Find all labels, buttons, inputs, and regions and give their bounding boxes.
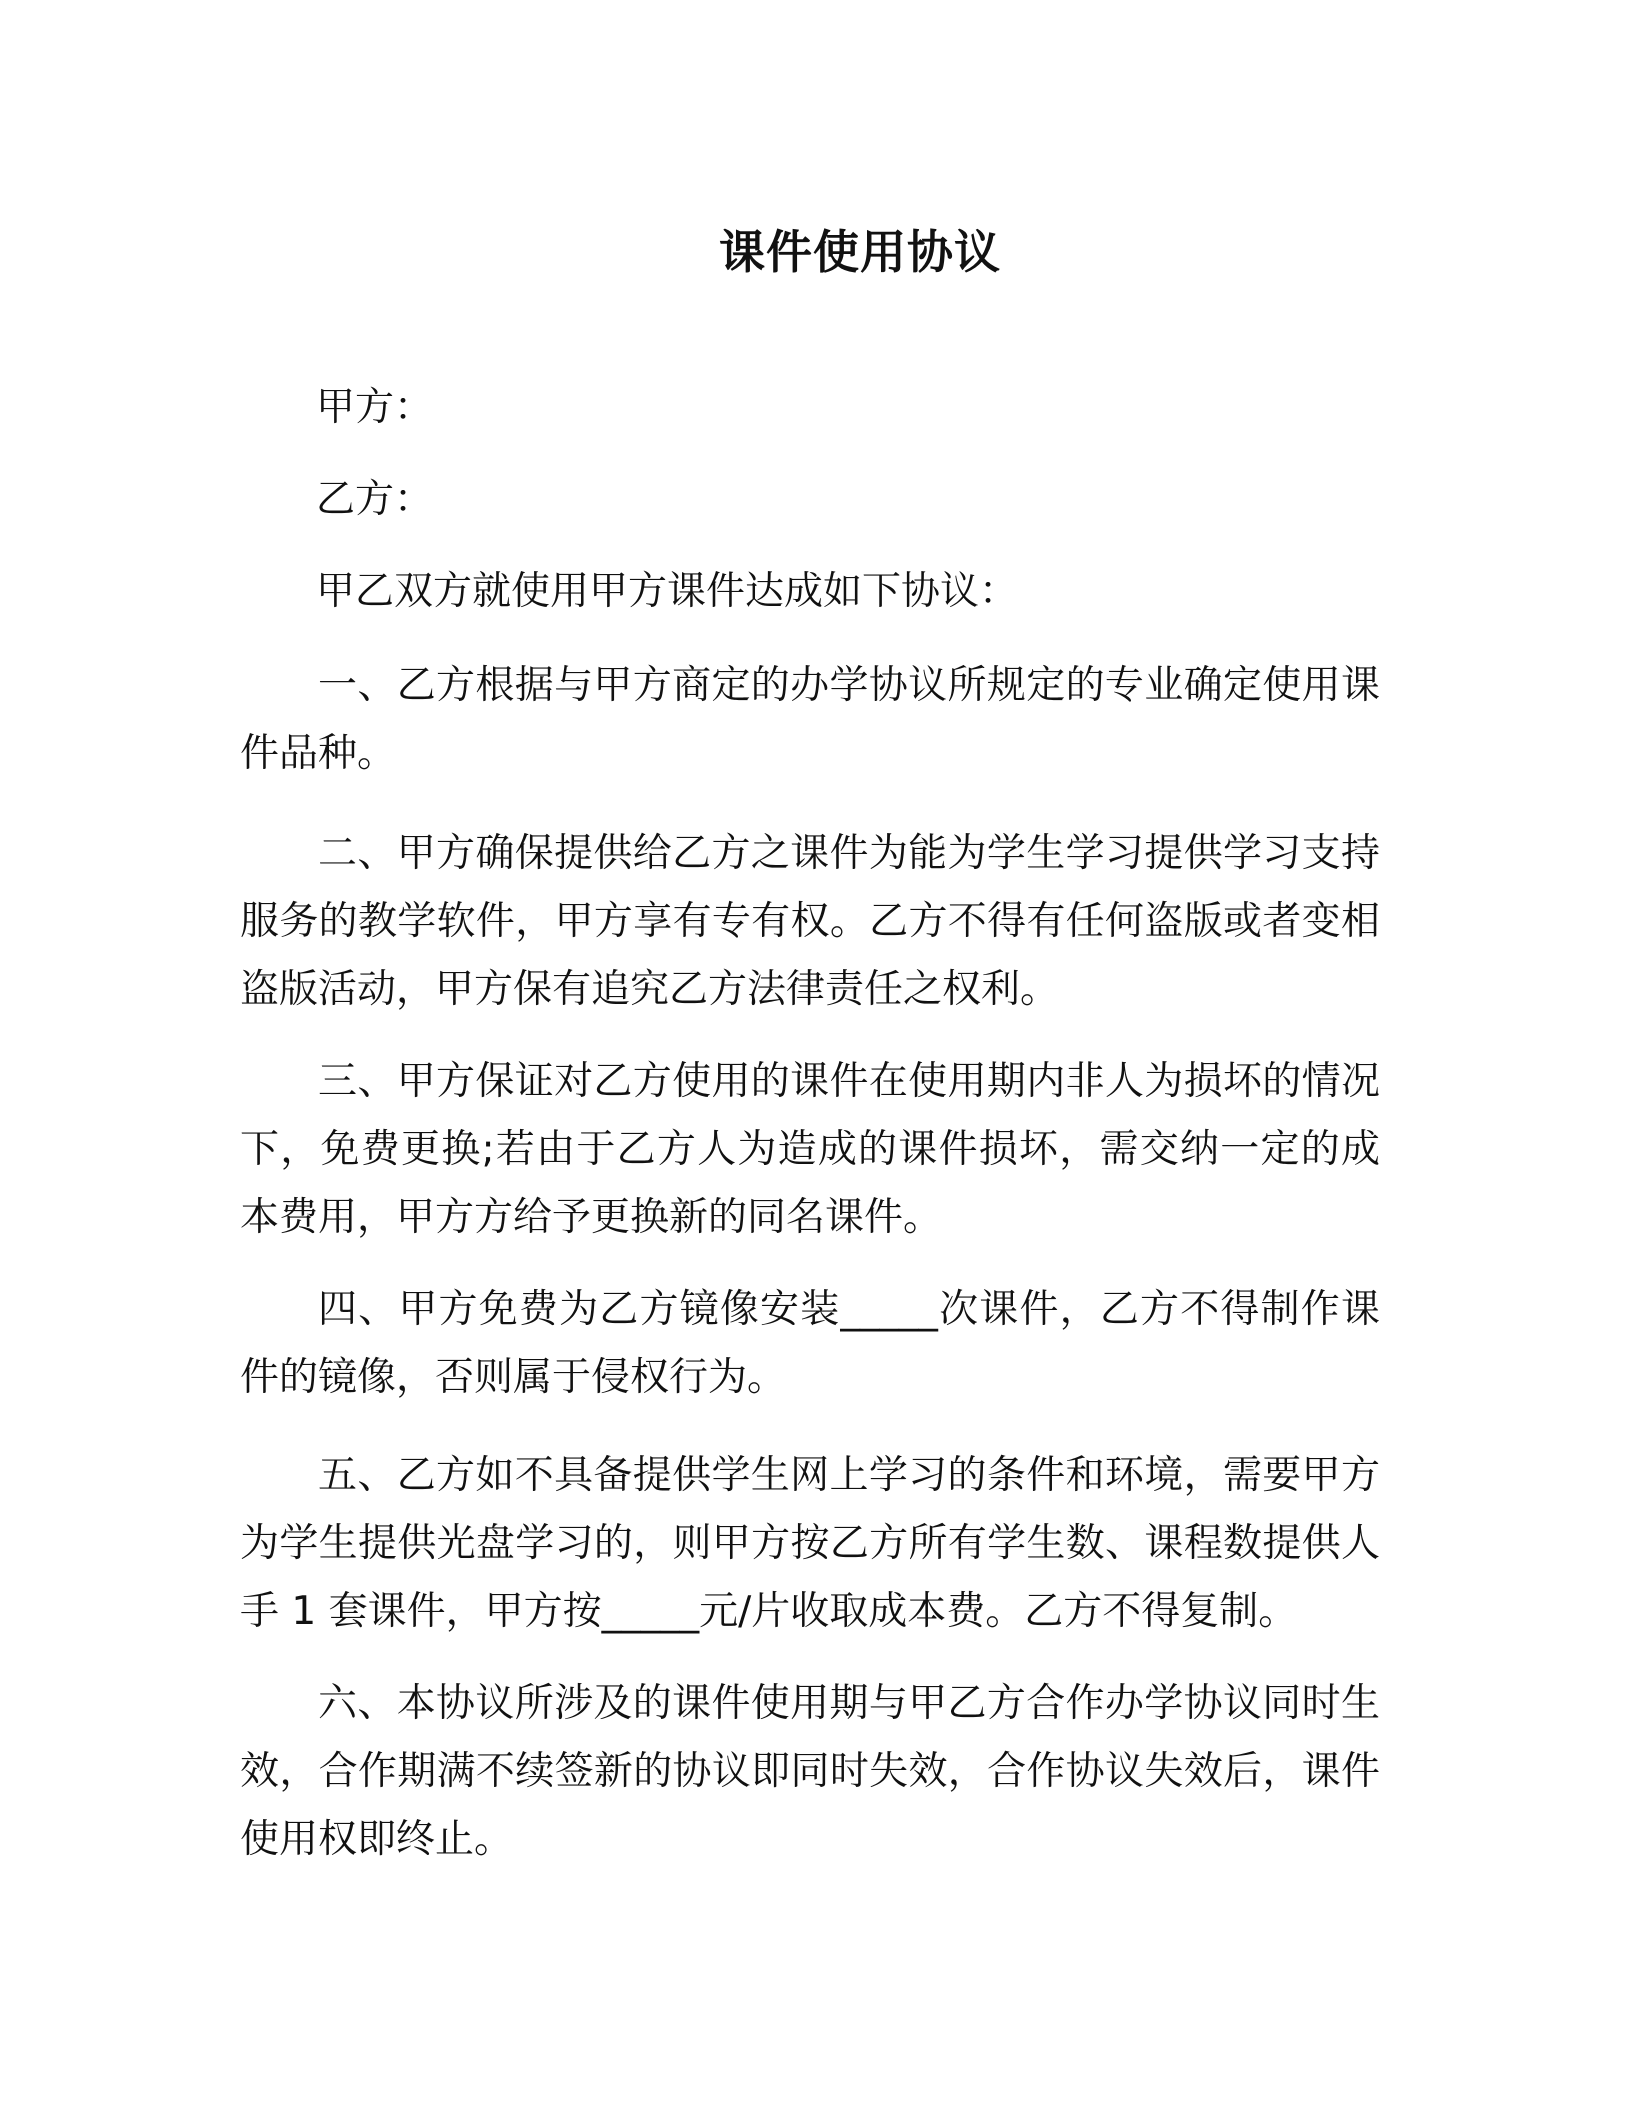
clause-2: 二、甲方确保提供给乙方之课件为能为学生学习提供学习支持服务的教学软件，甲方享有专有权。乙方不得有任何盗版或者变相盗版活动，甲方保有追究乙方法律责任之权利。 [240, 831, 1380, 1012]
clause-5: 五、乙方如不具备提供学生网上学习的条件和环境，需要甲方为学生提供光盘学习的，则甲方按乙方所有学生数、课程数提供人手 1 套课件，甲方按_____元/片收取成本费。乙方不得复制。 [240, 1453, 1380, 1634]
document-title: 课件使用协议 [719, 225, 1001, 279]
clause-6: 六、本协议所涉及的课件使用期与甲乙方合作办学协议同时生效，合作期满不续签新的协议即同时失效，合作协议失效后，课件使用权即终止。 [240, 1681, 1380, 1862]
agreement-intro: 甲乙双方就使用甲方课件达成如下协议： [316, 569, 1019, 614]
clause-1: 一、乙方根据与甲方商定的办学协议所规定的专业确定使用课件品种。 [240, 663, 1380, 776]
clause-3: 三、甲方保证对乙方使用的课件在使用期内非人为损坏的情况下，免费更换;若由于乙方人为造成的课件损坏，需交纳一定的成本费用，甲方方给予更换新的同名课件。 [240, 1059, 1380, 1240]
clause-4: 四、甲方免费为乙方镜像安装_____次课件，乙方不得制作课件的镜像，否则属于侵权行为。 [240, 1287, 1380, 1400]
party-a-label: 甲方： [316, 385, 434, 430]
party-b-label: 乙方： [316, 477, 434, 522]
